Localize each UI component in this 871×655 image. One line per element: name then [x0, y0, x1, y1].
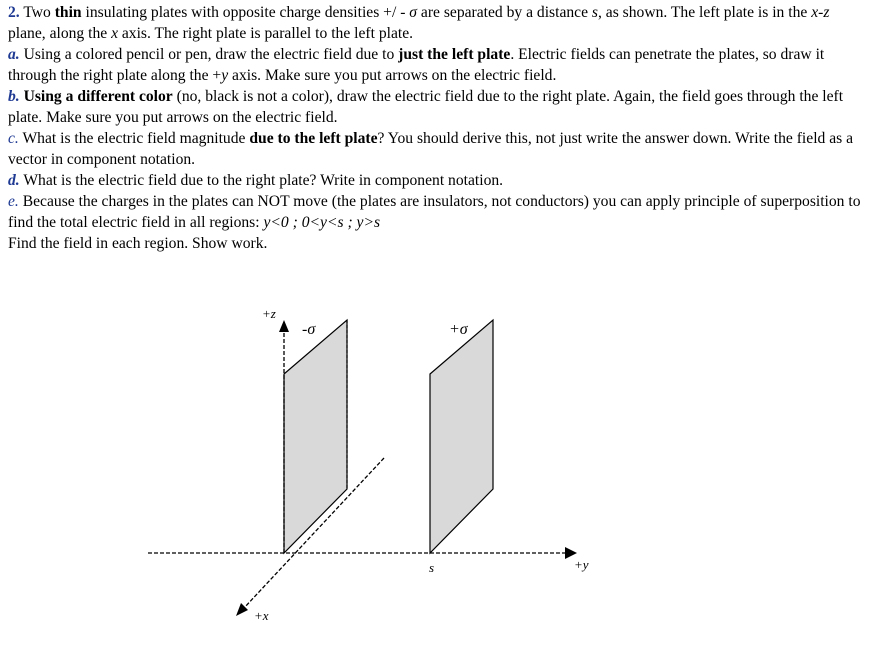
find-instruction: Find the field in each region. Show work. — [8, 235, 268, 252]
z-axis-label: +z — [262, 306, 276, 321]
left-plate — [284, 320, 347, 553]
part-a: a. Using a colored pencil or pen, draw the electric field due to just the left plate. Electric fields can penetrate the plates, so draw it through the right plate along the +y axis. Make sure you put arrows on the electric field. — [8, 46, 825, 84]
right-plate-label: +σ — [449, 321, 468, 338]
part-d-label: d. — [8, 172, 20, 189]
part-b: b. Using a different color (no, black is not a color), draw the electric field due to the right plate. Again, the field goes through the left plate. Make sure you put arrows on the electric field. — [8, 88, 844, 126]
left-plate-label: -σ — [302, 321, 316, 338]
right-plate — [430, 320, 493, 553]
part-b-label: b. — [8, 88, 20, 105]
problem-text — [8, 2, 866, 254]
part-c-label: c. — [8, 130, 19, 147]
plates-diagram — [0, 290, 871, 655]
y-axis-label: +y — [574, 557, 589, 572]
regions: y<0 ; 0<y<s ; y>s — [263, 214, 381, 231]
part-a-label: a. — [8, 46, 20, 63]
problem-intro: 2. Two thin insulating plates with opposite charge densities +/ - σ are separated by a distance s, as shown. The left plate is in the x-z plane, along the x axis. The right plate is parallel to the left plate. — [8, 4, 830, 42]
part-c: c. What is the electric field magnitude due to the left plate? You should derive this, not just write the answer down. Write the field as a vector in component notation. — [8, 130, 854, 168]
part-d: d. What is the electric field due to the right plate? Write in component notation. — [8, 172, 504, 189]
separation-label: s — [429, 560, 435, 575]
part-e-label: e. — [8, 193, 19, 210]
part-e: e. Because the charges in the plates can NOT move (the plates are insulators, not conductors) you can apply principle of superposition to find the total electric field in all regions: y<0 ; 0<y<s ; y>s — [8, 193, 861, 231]
z-axis-arrow — [279, 320, 289, 332]
x-axis-label: +x — [254, 608, 269, 623]
problem-number: 2. — [8, 4, 20, 21]
